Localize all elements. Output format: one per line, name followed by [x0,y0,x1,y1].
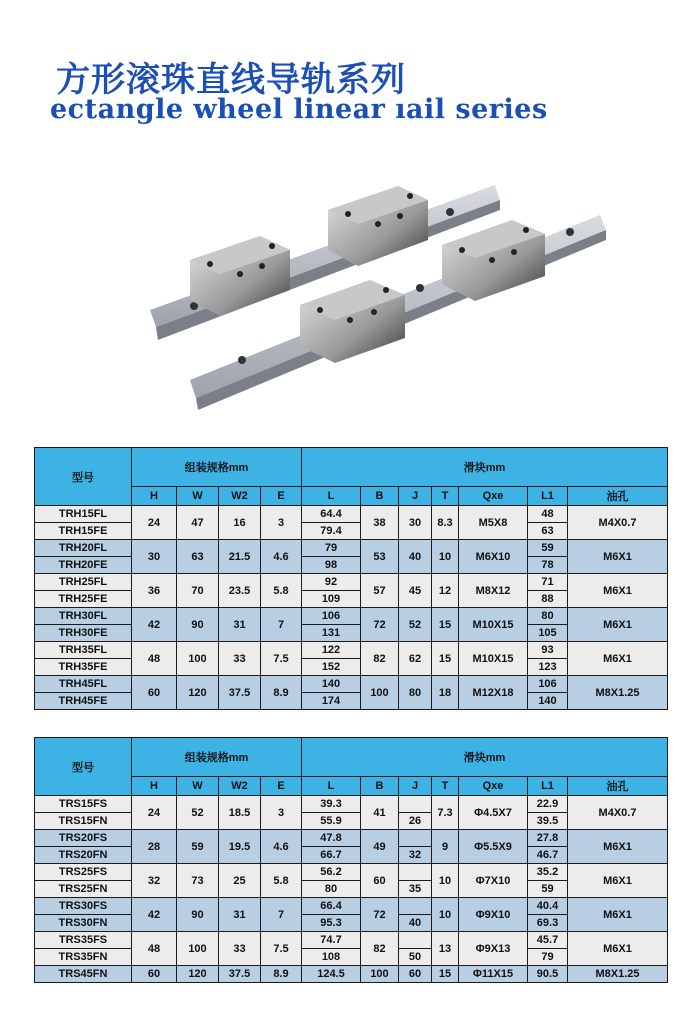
table-cell: 140 [302,676,361,693]
table-cell [399,932,432,949]
model-cell: TRH45FL [35,676,132,693]
model-cell: TRH45FE [35,693,132,710]
table-cell: 60 [132,966,177,983]
table-cell: 35 [399,881,432,898]
col-header: H [132,777,177,796]
model-cell: TRH25FL [35,574,132,591]
table-cell: 100 [361,966,399,983]
table-cell: 40 [399,915,432,932]
table-cell: 33 [219,932,261,966]
block-upper-right [328,186,428,266]
table-cell: 100 [361,676,399,710]
table-cell: 42 [132,608,177,642]
table-cell: 39.3 [302,796,361,813]
col-header: W [177,487,219,506]
table-row [35,608,668,625]
table-cell: 15 [432,966,459,983]
model-cell: TRH20FL [35,540,132,557]
table-cell: 9 [432,830,459,864]
linear-guide-rails-illustration [150,170,620,410]
table-cell: 60 [399,966,432,983]
model-cell: TRS45FN [35,966,132,983]
table-cell: 15 [432,642,459,676]
col-header: J [399,777,432,796]
table-cell: 93 [528,642,568,659]
table-cell: 79.4 [302,523,361,540]
table-cell: 78 [528,557,568,574]
table-cell: 66.7 [302,847,361,864]
table-cell: 24 [132,506,177,540]
model-cell: TRH30FE [35,625,132,642]
table-cell: 18 [432,676,459,710]
block-lower-left [300,280,405,363]
table-cell: 69.3 [528,915,568,932]
table-cell: 122 [302,642,361,659]
table-cell: 50 [399,949,432,966]
table-cell: M12X18 [459,676,528,710]
col-header: Qxe [459,777,528,796]
table-cell: 59 [528,881,568,898]
table-cell: 106 [528,676,568,693]
table-cell: 71 [528,574,568,591]
table-row [35,676,668,693]
table-cell: 120 [177,966,219,983]
table-cell: 47 [177,506,219,540]
table-cell: 3 [261,796,302,830]
table-cell: 38 [361,506,399,540]
table-cell: 72 [361,608,399,642]
table-cell: 31 [219,608,261,642]
table-cell: 24 [132,796,177,830]
model-cell: TRH35FL [35,642,132,659]
col-header: 油孔 [568,777,668,796]
table-cell: 8.3 [432,506,459,540]
col-header: L [302,777,361,796]
table-row [35,932,668,949]
table-cell: 80 [528,608,568,625]
table-cell: 41 [361,796,399,830]
table-cell: 37.5 [219,676,261,710]
table-cell: 98 [302,557,361,574]
col-header: 油孔 [568,487,668,506]
table-cell: 73 [177,864,219,898]
table-cell: M8X1.25 [568,676,668,710]
model-cell: TRS25FN [35,881,132,898]
header-model: 型号 [35,738,132,796]
table-cell: 13 [432,932,459,966]
table-cell: 59 [528,540,568,557]
table-cell: 7 [261,898,302,932]
col-header: E [261,487,302,506]
table-cell: 25 [219,864,261,898]
header-block: 滑块mm [302,738,668,777]
col-header: B [361,777,399,796]
table-cell: 79 [302,540,361,557]
table-cell: M6X1 [568,864,668,898]
table-cell: 27.8 [528,830,568,847]
table-cell: 7.5 [261,642,302,676]
table-row [35,796,668,813]
table-cell: 45.7 [528,932,568,949]
table-cell: 21.5 [219,540,261,574]
col-header: L [302,487,361,506]
table-cell: M6X1 [568,932,668,966]
table-cell: 7.3 [432,796,459,830]
table-cell: 60 [132,676,177,710]
col-header: W2 [219,487,261,506]
table-cell: Φ9X10 [459,898,528,932]
table-row [35,864,668,881]
table-cell: M10X15 [459,642,528,676]
table-cell: 22.9 [528,796,568,813]
table-cell: 7 [261,608,302,642]
model-cell: TRH35FE [35,659,132,676]
col-header: T [432,777,459,796]
header-model: 型号 [35,448,132,506]
table-cell: 28 [132,830,177,864]
model-cell: TRH30FL [35,608,132,625]
table-row [35,830,668,847]
table-cell [399,830,432,847]
model-cell: TRS25FS [35,864,132,881]
header-block: 滑块mm [302,448,668,487]
table-cell: 7.5 [261,932,302,966]
table-cell: 79 [528,949,568,966]
table-cell: 30 [132,540,177,574]
table-cell: 82 [361,932,399,966]
table-cell: 45 [399,574,432,608]
table-cell: 36 [132,574,177,608]
table-cell: 10 [432,864,459,898]
table-cell: 49 [361,830,399,864]
table-cell: M6X1 [568,540,668,574]
table-cell: 108 [302,949,361,966]
table-cell: M4X0.7 [568,796,668,830]
table-cell: 106 [302,608,361,625]
table-cell: Φ7X10 [459,864,528,898]
table-cell: 16 [219,506,261,540]
model-cell: TRS30FS [35,898,132,915]
table-cell: 18.5 [219,796,261,830]
col-header: B [361,487,399,506]
table-cell: 60 [361,864,399,898]
table-cell: 140 [528,693,568,710]
table-cell: 48 [132,932,177,966]
table-cell: M6X1 [568,830,668,864]
table-cell: 40.4 [528,898,568,915]
table-cell: 30 [399,506,432,540]
model-cell: TRS35FN [35,949,132,966]
table-cell: M10X15 [459,608,528,642]
table-cell: 64.4 [302,506,361,523]
col-header: W2 [219,777,261,796]
table-cell: Φ9X13 [459,932,528,966]
table-cell: 33 [219,642,261,676]
model-cell: TRH25FE [35,591,132,608]
table-cell: 3 [261,506,302,540]
table-cell: 59 [177,830,219,864]
table-cell: 52 [177,796,219,830]
table-cell: 131 [302,625,361,642]
table-cell: 100 [177,932,219,966]
table-cell: 37.5 [219,966,261,983]
table-cell: 90 [177,608,219,642]
table-cell [399,898,432,915]
table-cell: 120 [177,676,219,710]
table-cell: 174 [302,693,361,710]
table-cell: 105 [528,625,568,642]
table-cell: M6X1 [568,642,668,676]
table-cell: 39.5 [528,813,568,830]
model-cell: TRH15FE [35,523,132,540]
table-cell: 62 [399,642,432,676]
table-cell: 152 [302,659,361,676]
table-cell: 23.5 [219,574,261,608]
table-cell: 8.9 [261,966,302,983]
col-header: L1 [528,487,568,506]
table-cell: 8.9 [261,676,302,710]
block-lower-right [442,220,545,301]
table-cell: 4.6 [261,540,302,574]
col-header: Qxe [459,487,528,506]
page-title-en: ectangle wheel linear ıail series [50,94,548,125]
table-cell: 32 [132,864,177,898]
model-cell: TRS15FN [35,813,132,830]
table-cell: Φ11X15 [459,966,528,983]
table-cell: 53 [361,540,399,574]
table-cell: 100 [177,642,219,676]
table-cell: 66.4 [302,898,361,915]
table-cell: M4X0.7 [568,506,668,540]
table-cell: 72 [361,898,399,932]
table-cell: 80 [399,676,432,710]
table-cell: 10 [432,898,459,932]
table-cell: 70 [177,574,219,608]
page-title-cn: 方形滚珠直线导轨系列 [56,60,406,100]
table-cell: 10 [432,540,459,574]
table-cell: 109 [302,591,361,608]
table-cell: 32 [399,847,432,864]
table-cell: 5.8 [261,574,302,608]
table-cell: 80 [302,881,361,898]
table-row [35,642,668,659]
table-cell: 95.3 [302,915,361,932]
model-cell: TRH15FL [35,506,132,523]
table-cell [399,796,432,813]
model-cell: TRS30FN [35,915,132,932]
table-cell: 12 [432,574,459,608]
table-cell [399,864,432,881]
table-cell: 26 [399,813,432,830]
col-header: L1 [528,777,568,796]
table-row [35,574,668,591]
table-cell: 74.7 [302,932,361,949]
table-cell: 52 [399,608,432,642]
table-row [35,506,668,523]
model-cell: TRS35FS [35,932,132,949]
table-cell: M8X1.25 [568,966,668,983]
table-cell: 15 [432,608,459,642]
table-cell: 63 [177,540,219,574]
table-cell: M5X8 [459,506,528,540]
col-header: H [132,487,177,506]
table-cell: 56.2 [302,864,361,881]
table-cell: 92 [302,574,361,591]
header-assembly: 组装规格mm [132,738,302,777]
table-row [35,966,668,983]
col-header: W [177,777,219,796]
block-upper-left [190,236,290,316]
col-header: J [399,487,432,506]
table-cell: 63 [528,523,568,540]
table-cell: 57 [361,574,399,608]
table-cell: 4.6 [261,830,302,864]
table-cell: M6X1 [568,608,668,642]
table-cell: 88 [528,591,568,608]
header-assembly: 组装规格mm [132,448,302,487]
table-cell: Φ4.5X7 [459,796,528,830]
model-cell: TRS15FS [35,796,132,813]
table-cell: 48 [528,506,568,523]
col-header: T [432,487,459,506]
table-cell: 124.5 [302,966,361,983]
table-cell: 35.2 [528,864,568,881]
table-cell: M6X1 [568,898,668,932]
table-cell: 5.8 [261,864,302,898]
table-cell: 31 [219,898,261,932]
table-cell: 46.7 [528,847,568,864]
table-cell: 55.9 [302,813,361,830]
table-cell: 40 [399,540,432,574]
table-cell: 82 [361,642,399,676]
col-header: E [261,777,302,796]
table-row [35,540,668,557]
table-cell: M6X10 [459,540,528,574]
table-cell: 42 [132,898,177,932]
table-row [35,898,668,915]
model-cell: TRS20FS [35,830,132,847]
table-cell: M6X1 [568,574,668,608]
table-cell: 123 [528,659,568,676]
model-cell: TRS20FN [35,847,132,864]
table-cell: 90.5 [528,966,568,983]
table-cell: 90 [177,898,219,932]
model-cell: TRH20FE [35,557,132,574]
spec-table-trs [34,737,668,983]
spec-table-trh [34,447,668,710]
table-cell: 47.8 [302,830,361,847]
table-cell: M8X12 [459,574,528,608]
table-cell: Φ5.5X9 [459,830,528,864]
table-cell: 19.5 [219,830,261,864]
table-cell: 48 [132,642,177,676]
